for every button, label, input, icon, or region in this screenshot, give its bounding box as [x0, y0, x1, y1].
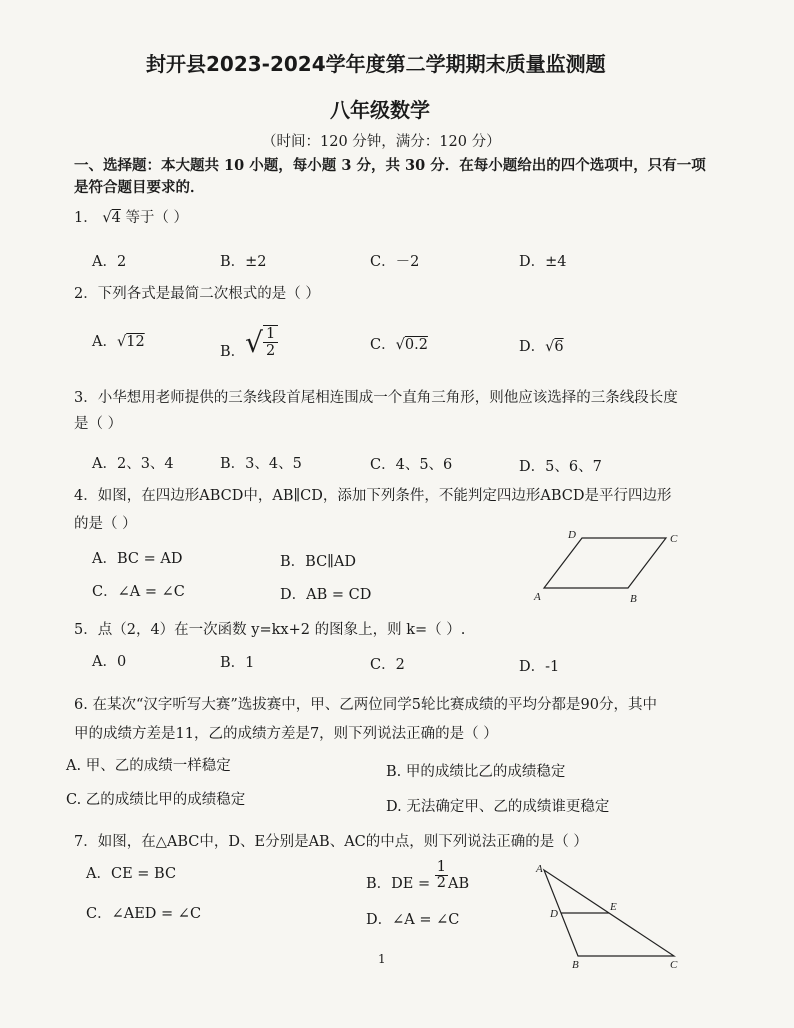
q7-option-b: B．DE = $\frac{1}{2}$ AB — [366, 859, 470, 892]
q3-option-d: D．5、6、7 — [519, 459, 602, 475]
question-number: 1． — [74, 210, 98, 226]
vertex-label-d: D — [568, 529, 576, 541]
parallelogram-figure — [530, 528, 690, 608]
midpoint-label-d: D — [550, 908, 558, 920]
q5-option-d: D．-1 — [519, 659, 560, 675]
question-3-cont: 是（ ） — [74, 416, 123, 432]
q1-option-c: C．－2 — [370, 254, 420, 270]
q7-option-a: A．CE = BC — [86, 866, 177, 882]
question-number: 7． — [74, 834, 98, 850]
page-number: 1 — [378, 952, 386, 966]
question-7 — [74, 830, 588, 851]
q4-option-c: C．∠A = ∠C — [92, 584, 185, 600]
q2-option-c: C．√0.2 — [370, 337, 428, 353]
q5-option-b: B．1 — [220, 655, 255, 671]
vertex-label-b: B — [630, 593, 637, 605]
triangle-figure — [528, 858, 688, 972]
question-number: 6. — [74, 697, 88, 713]
question-number: 2． — [74, 286, 98, 302]
exam-title: 封开县2023-2024学年度第二学期期末质量监测题 — [146, 52, 606, 76]
q2-option-b: B．√ $\frac{1}{2}$ — [220, 320, 278, 359]
q3-option-a: A．2、3、4 — [92, 456, 174, 472]
q6-option-c: C. 乙的成绩比甲的成绩稳定 — [66, 792, 246, 808]
question-stem: 下列各式是最简二次根式的是（ ） — [97, 286, 320, 302]
question-stem: 如图，在四边形ABCD中，AB∥CD，添加下列条件，不能判定四边形ABCD是平行四边形 — [97, 488, 672, 504]
q4-option-b: B．BC∥AD — [280, 554, 356, 570]
q6-option-b: B. 甲的成绩比乙的成绩稳定 — [386, 764, 566, 780]
vertex-label-a: A — [534, 591, 541, 603]
vertex-label-c: C — [670, 533, 678, 545]
question-3 — [74, 386, 678, 407]
exam-info: （时间：120 分钟，满分：120 分） — [262, 134, 501, 150]
question-number: 4． — [74, 488, 98, 504]
question-4 — [74, 484, 672, 505]
question-4-cont: 的是（ ） — [74, 516, 137, 532]
question-stem: 在某次“汉字听写大赛”选拔赛中，甲、乙两位同学5轮比赛成绩的平均分都是90分，其中 — [92, 697, 657, 713]
q3-option-c: C．4、5、6 — [370, 457, 453, 473]
q6-option-d: D. 无法确定甲、乙的成绩谁更稳定 — [386, 799, 610, 815]
vertex-label-b: B — [572, 959, 579, 971]
q7-option-d: D．∠A = ∠C — [366, 912, 460, 928]
section-heading-cont: 是符合题目要求的． — [74, 179, 205, 196]
q5-option-c: C．2 — [370, 657, 405, 673]
question-5 — [74, 618, 465, 639]
q1-option-d: D．±4 — [519, 254, 567, 270]
vertex-label-c: C — [670, 959, 678, 971]
q7-option-c: C．∠AED = ∠C — [86, 906, 202, 922]
q1-option-b: B．±2 — [220, 254, 267, 270]
section-heading: 一、选择题：本大题共 10 小题，每小题 3 分，共 30 分．在每小题给出的四个选项中，只有一项 — [74, 157, 706, 174]
q1-option-a: A．2 — [92, 254, 127, 270]
midpoint-label-e: E — [610, 901, 617, 913]
question-stem: 等于（ ） — [125, 210, 189, 226]
q4-option-a: A．BC = AD — [92, 551, 183, 567]
question-number: 5． — [74, 622, 98, 638]
q2-option-a: A．√12 — [92, 334, 145, 350]
q4-option-d: D．AB = CD — [280, 587, 372, 603]
question-stem: 小华想用老师提供的三条线段首尾相连围成一个直角三角形，则他应该选择的三条线段长度 — [97, 390, 678, 406]
q6-option-a: A. 甲、乙的成绩一样稳定 — [66, 758, 231, 774]
exam-subtitle: 八年级数学 — [330, 98, 430, 122]
question-stem: 如图，在△ABC中，D、E分别是AB、AC的中点，则下列说法正确的是（ ） — [97, 834, 588, 850]
q5-option-a: A．0 — [92, 654, 127, 670]
question-6 — [74, 693, 657, 714]
question-number: 3． — [74, 390, 98, 406]
q3-option-b: B．3、4、5 — [220, 456, 302, 472]
question-1 — [74, 206, 188, 227]
question-6-cont: 甲的成绩方差是11，乙的成绩方差是7，则下列说法正确的是（ ） — [74, 726, 498, 742]
q2-option-d: D．√6 — [519, 339, 564, 355]
question-stem: 点（2，4）在一次函数 y=kx+2 的图象上，则 k=（ ）. — [97, 622, 466, 638]
question-2 — [74, 282, 320, 303]
vertex-label-a: A — [536, 863, 543, 875]
sqrt-symbol: √4 — [102, 210, 121, 226]
